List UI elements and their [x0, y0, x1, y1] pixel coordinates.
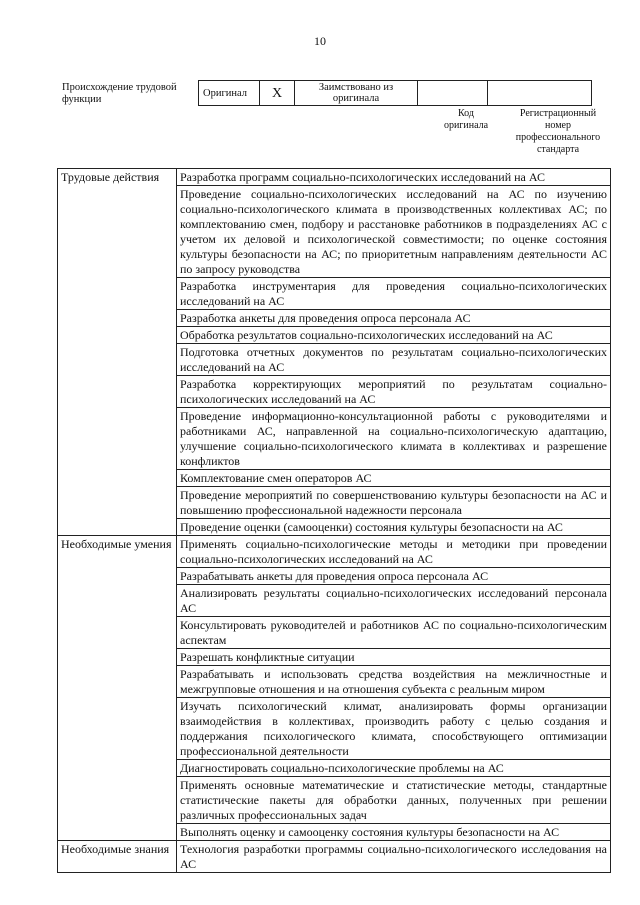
labor-actions-item: Разработка инструментария для проведения социально-психологических исследований на АС: [177, 278, 611, 310]
table-row: [58, 841, 611, 873]
original-cell: Оригинал: [199, 81, 260, 106]
required-skills-item: Анализировать результаты социально-психологических исследований персонала АС: [177, 585, 611, 617]
labor-actions-item: Разработка программ социально-психологических исследований на АС: [177, 169, 611, 186]
function-table: [57, 168, 611, 873]
required-skills-item: Изучать психологический климат, анализировать формы организации взаимодействия в коллективах, производить работу с целью создания и поддержания психологического климата, способствующего оптимизации профессиональной деятельности: [177, 698, 611, 760]
page-number: 10: [314, 34, 326, 48]
code-caption: Код оригинала: [443, 108, 489, 131]
required-skills-item: Разрабатывать и использовать средства воздействия на межличностные и межгрупповые отношения и на отношения субъекта с реальным миром: [177, 666, 611, 698]
labor-actions-item: Подготовка отчетных документов по результатам социально-психологических исследований на АС: [177, 344, 611, 376]
labor-actions-item: Комплектование смен операторов АС: [177, 470, 611, 487]
labor-actions-item: Разработка корректирующих мероприятий по результатам социально-психологических исследований на АС: [177, 376, 611, 408]
labor-actions-item: Проведение оценки (самооценки) состояния культуры безопасности на АС: [177, 519, 611, 536]
labor-actions-item: Проведение мероприятий по совершенствованию культуры безопасности на АС и повышению профессиональной надежности персонала: [177, 487, 611, 519]
required-skills-item: Консультировать руководителей и работников АС по социально-психологическим аспектам: [177, 617, 611, 649]
labor-actions-item: Обработка результатов социально-психологических исследований на АС: [177, 327, 611, 344]
labor-actions-item: Разработка анкеты для проведения опроса персонала АС: [177, 310, 611, 327]
original-mark: X: [260, 81, 295, 106]
registration-number-cell: [488, 81, 592, 106]
required-skills-item: Разрабатывать анкеты для проведения опроса персонала АС: [177, 568, 611, 585]
required-skills-title: Необходимые умения: [58, 536, 177, 841]
labor-actions-item: Проведение информационно-консультационной работы с руководителями и работниками АС, направленной на социально-психологическую адаптацию, улучшение социально-психологического климата в коллективах и разрешение конфликтов: [177, 408, 611, 470]
origin-table: [198, 80, 592, 106]
labor-actions-title: Трудовые действия: [58, 169, 177, 536]
required-skills-item: Применять социально-психологические методы и методики при проведении социально-психологических исследований на АС: [177, 536, 611, 568]
required-skills-item: Разрешать конфликтные ситуации: [177, 649, 611, 666]
table-row: [58, 536, 611, 568]
required-skills-item: Применять основные математические и статистические методы, стандартные статистические пакеты для обработки данных, полученных при решении различных профессиональных задач: [177, 777, 611, 824]
original-code-cell: [418, 81, 488, 106]
origin-label: Происхождение трудовой функции: [62, 82, 177, 105]
labor-actions-item: Проведение социально-психологических исследований на АС по изучению социально-психологического климата в производственных коллективах АС; по комплектованию смен, подбору и расстановке работников в подразделениях АС с учетом их деловой и психологической совместимости; по оценке состояния культуры безопасности на АС; по приоритетным направлениям деятельности АС по запросу руководства: [177, 186, 611, 278]
required-skills-item: Диагностировать социально-психологические проблемы на АС: [177, 760, 611, 777]
required-skills-item: Выполнять оценку и самооценку состояния культуры безопасности на АС: [177, 824, 611, 841]
table-row: [58, 169, 611, 186]
registration-caption: Регистрационный номер профессионального стандарта: [515, 108, 601, 155]
required-knowledge-item: Технология разработки программы социально-психологического исследования на АС: [177, 841, 611, 873]
borrowed-cell: Заимствовано из оригинала: [295, 81, 418, 106]
required-knowledge-title: Необходимые знания: [58, 841, 177, 873]
